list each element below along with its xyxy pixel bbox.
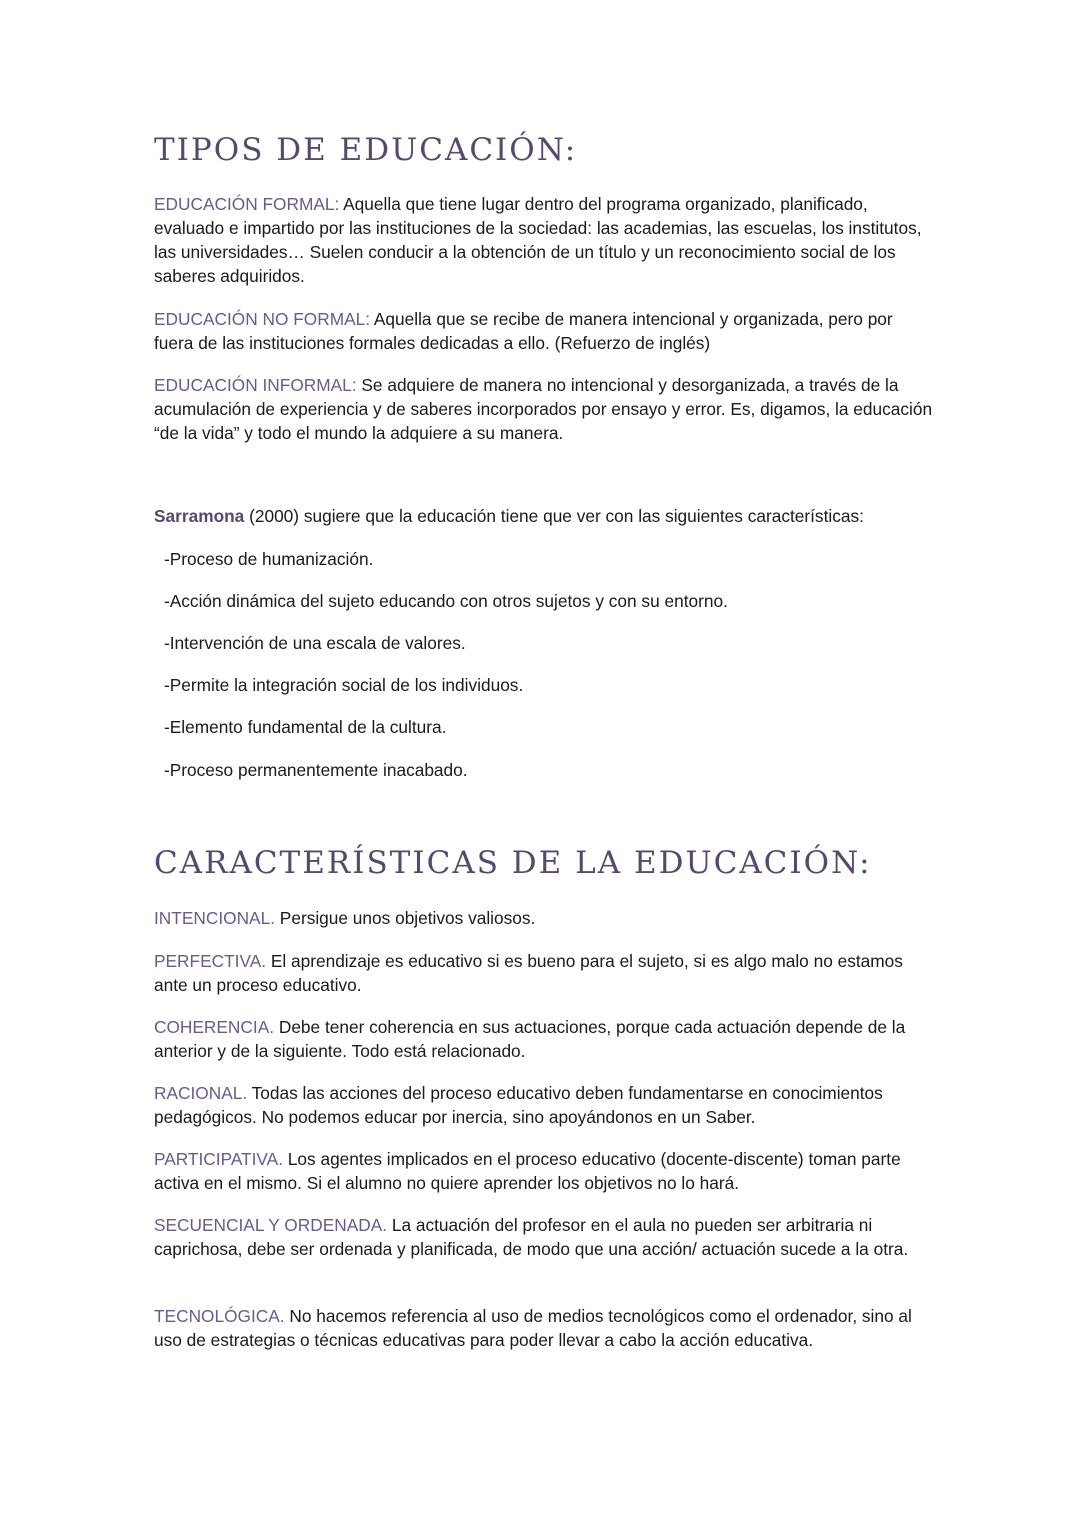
text-intencional: Persigue unos objetivos valiosos. [275,908,536,928]
sarramona-intro: (2000) sugiere que la educación tiene que ver con las siguientes características: [244,506,864,526]
term-tecnologica: TECNOLÓGICA. [154,1306,285,1326]
term-formal: EDUCACIÓN FORMAL: [154,194,340,214]
text-secuencial: La actuación del profesor en el aula no pueden ser arbitraria ni caprichosa, debe ser ordenada y planificada, de modo que una acción/ actuación sucede a la otra. [154,1215,909,1259]
author-name: Sarramona [154,506,245,526]
heading-caracteristicas: CARACTERÍSTICAS DE LA EDUCACIÓN: [154,845,872,881]
text-no-formal: Aquella que se recibe de manera intencional y organizada, pero por fuera de las instituciones formales dedicadas a ello. (Refuerzo de inglés) [154,309,893,353]
list-item: -Proceso permanentemente inacabado. [164,760,468,780]
text-participativa: Los agentes implicados en el proceso educativo (docente-discente) toman parte activa en el mismo. Si el alumno no quiere aprender los objetivos no lo hará. [154,1149,901,1193]
term-intencional: INTENCIONAL. [154,908,275,928]
paragraph-formal [154,192,934,288]
term-perfectiva: PERFECTIVA. [154,951,267,971]
paragraph-racional [154,1081,934,1129]
paragraph-informal [154,373,934,445]
term-racional: RACIONAL. [154,1083,248,1103]
list-item: -Permite la integración social de los individuos. [164,675,524,695]
term-informal: EDUCACIÓN INFORMAL: [154,375,357,395]
term-participativa: PARTICIPATIVA. [154,1149,283,1169]
paragraph-tecnologica [154,1304,934,1352]
heading-tipos: TIPOS DE EDUCACIÓN: [154,132,578,168]
text-coherencia: Debe tener coherencia en sus actuaciones, porque cada actuación depende de la anterior y de la siguiente. Todo está relacionado. [154,1017,906,1061]
text-perfectiva: El aprendizaje es educativo si es bueno para el sujeto, si es algo malo no estamos ante un proceso educativo. [154,951,903,995]
list-item: -Acción dinámica del sujeto educando con otros sujetos y con su entorno. [164,591,728,611]
text-formal: Aquella que tiene lugar dentro del programa organizado, planificado, evaluado e impartido por las instituciones de la sociedad: las academias, las escuelas, los institutos, las universidades… Suelen conducir a la obtención de un título y un reconocimiento social de los saberes adquiridos. [154,194,922,286]
list-item: -Intervención de una escala de valores. [164,633,466,653]
paragraph-no-formal [154,307,934,355]
text-racional: Todas las acciones del proceso educativo deben fundamentarse en conocimientos pedagógicos. No podemos educar por inercia, sino apoyándonos en un Saber. [154,1083,883,1127]
term-coherencia: COHERENCIA. [154,1017,275,1037]
paragraph-sarramona [154,504,934,528]
term-secuencial: SECUENCIAL Y ORDENADA. [154,1215,388,1235]
paragraph-participativa [154,1147,934,1195]
text-tecnologica: No hacemos referencia al uso de medios tecnológicos como el ordenador, sino al uso de estrategias o técnicas educativas para poder llevar a cabo la acción educativa. [154,1306,912,1350]
list-item: -Elemento fundamental de la cultura. [164,717,447,737]
paragraph-perfectiva [154,949,934,997]
paragraph-coherencia [154,1015,934,1063]
list-item: -Proceso de humanización. [164,549,374,569]
paragraph-intencional [154,906,934,930]
text-informal: Se adquiere de manera no intencional y desorganizada, a través de la acumulación de experiencia y de saberes incorporados por ensayo y error. Es, digamos, la educación “de la vida” y todo el mundo la adquiere a su manera. [154,375,933,443]
term-no-formal: EDUCACIÓN NO FORMAL: [154,309,371,329]
paragraph-secuencial [154,1213,934,1261]
